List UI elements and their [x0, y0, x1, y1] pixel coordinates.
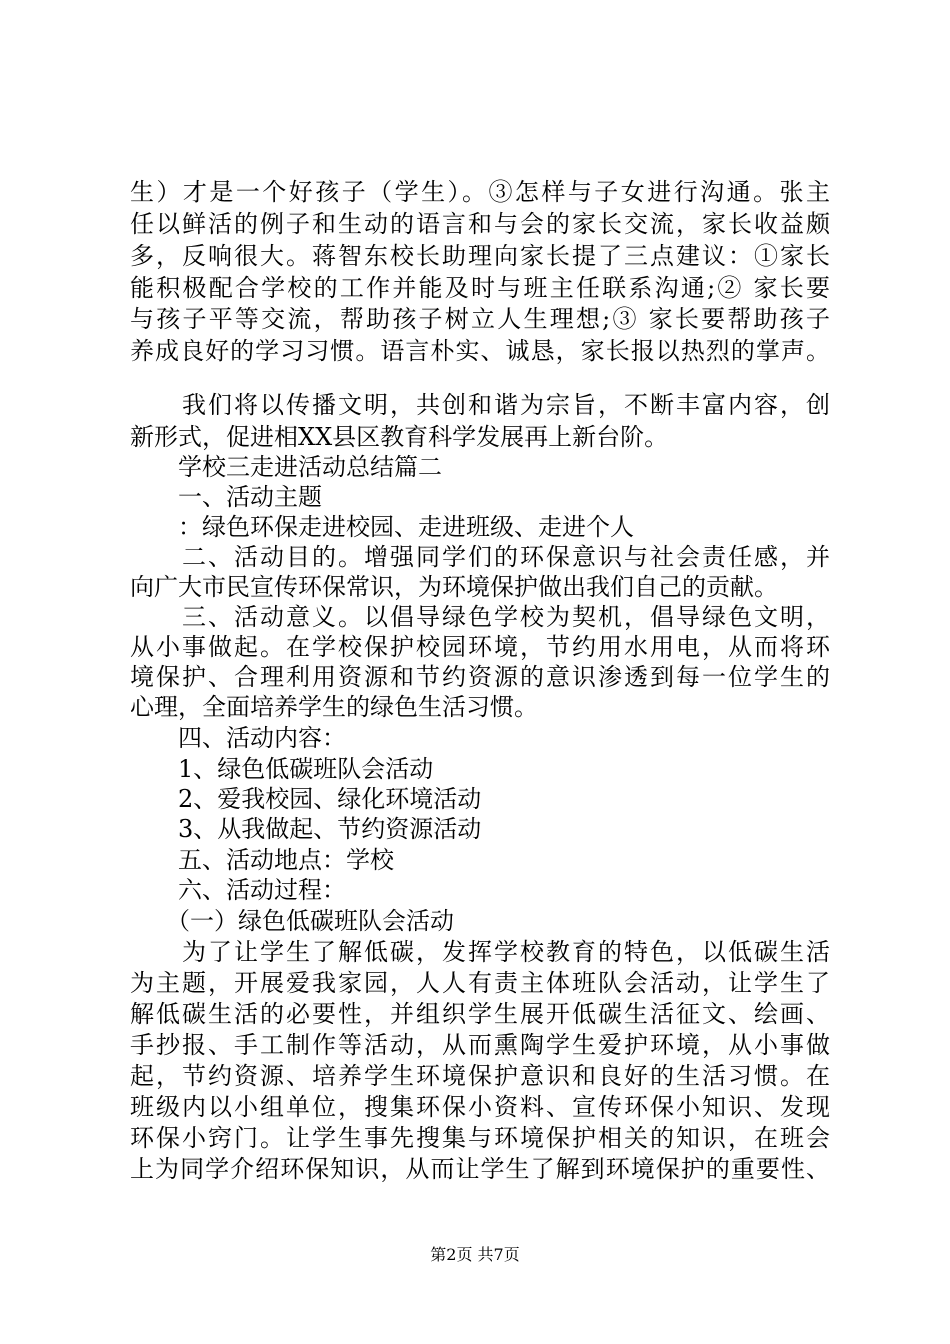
text-line: 手抄报、手工制作等活动，从而熏陶学生爱护环境，从小事做 — [130, 1031, 830, 1059]
text-line: 五、活动地点：学校 — [130, 846, 394, 874]
text-line: 多，反响很大。蒋智东校长助理向家长提了三点建议：①家长 — [130, 242, 830, 270]
text-line: 四、活动内容： — [130, 724, 346, 752]
text-line: 为主题，开展爱我家园，人人有责主体班队会活动，让学生了 — [130, 969, 830, 997]
text-line: 生）才是一个好孩子（学生）。③怎样与子女进行沟通。张主 — [130, 178, 830, 206]
section-heading: 学校三走进活动总结篇二 — [130, 453, 442, 481]
list-item: 2、爱我校园、绿化环境活动 — [130, 785, 482, 813]
text-line: 为了让学生了解低碳，发挥学校教育的特色，以低碳生活 — [130, 938, 830, 966]
page-number-footer: 第2页 共7页 — [430, 1245, 520, 1264]
text-line: ：绿色环保走进校园、走进班级、走进个人 — [130, 513, 634, 541]
text-line: 新形式，促进相XX县区教育科学发展再上新台阶。 — [130, 423, 669, 451]
text-line: 心理，全面培养学生的绿色生活习惯。 — [130, 693, 538, 721]
text-line: 解低碳生活的必要性，并组织学生展开低碳生活征文、绘画、 — [130, 1000, 830, 1028]
text-line: 环保小窍门。让学生事先搜集与环境保护相关的知识，在班会 — [130, 1124, 830, 1152]
text-line: 六、活动过程： — [130, 876, 346, 904]
text-line: 任以鲜活的例子和生动的语言和与会的家长交流，家长收益颇 — [130, 210, 830, 238]
text-line: 起，节约资源、培养学生环境保护意识和良好的生活习惯。在 — [130, 1062, 830, 1090]
text-line: 养成良好的学习习惯。语言朴实、诚恳，家长报以热烈的掌声。 — [130, 337, 830, 365]
text-line: 能积极配合学校的工作并能及时与班主任联系沟通;② 家长要 — [130, 274, 830, 302]
list-item: 1、绿色低碳班队会活动 — [130, 755, 434, 783]
text-line: 境保护、合理利用资源和节约资源的意识渗透到每一位学生的 — [130, 663, 830, 691]
text-line: 我们将以传播文明，共创和谐为宗旨，不断丰富内容，创 — [130, 391, 830, 419]
text-line: 上为同学介绍环保知识，从而让学生了解到环境保护的重要性、 — [130, 1155, 830, 1183]
text-line: 从小事做起。在学校保护校园环境，节约用水用电，从而将环 — [130, 633, 830, 661]
text-line: 班级内以小组单位，搜集环保小资料、宣传环保小知识、发现 — [130, 1093, 830, 1121]
text-line: 二、活动目的。增强同学们的环保意识与社会责任感，并 — [130, 543, 830, 571]
text-line: 与孩子平等交流，帮助孩子树立人生理想;③ 家长要帮助孩子 — [130, 305, 830, 333]
text-line: （一）绿色低碳班队会活动 — [130, 907, 454, 935]
list-item: 3、从我做起、节约资源活动 — [130, 815, 482, 843]
text-line: 向广大市民宣传环保常识，为环境保护做出我们自己的贡献。 — [130, 573, 778, 601]
text-line: 三、活动意义。以倡导绿色学校为契机，倡导绿色文明， — [130, 603, 830, 631]
text-line: 一、活动主题 — [130, 483, 322, 511]
